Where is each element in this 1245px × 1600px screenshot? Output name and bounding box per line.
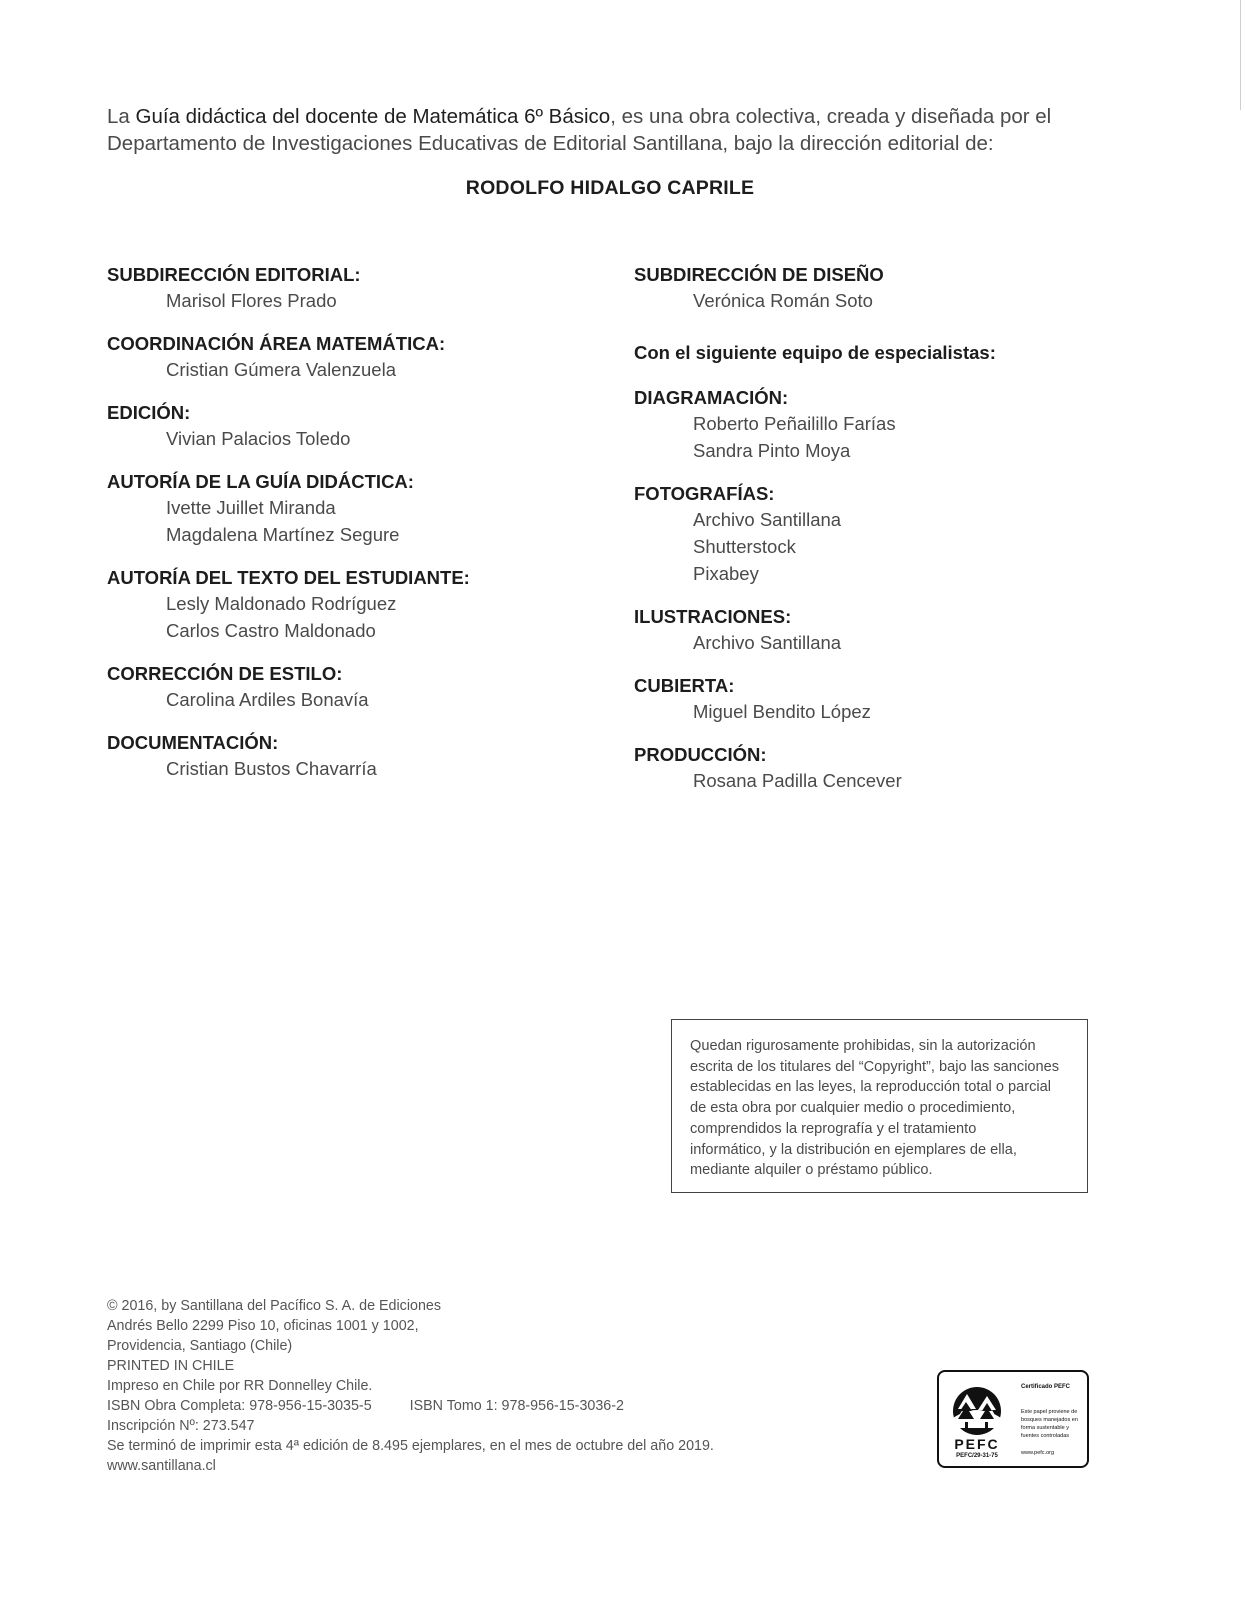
credit-name: Vivian Palacios Toledo — [166, 428, 351, 449]
intro-suffix: , es una obra colectiva, creada y diseñada por el Departamento de Investigaciones Educativas de Editorial Santillana, bajo la dirección editorial de: — [107, 105, 1052, 155]
printed-in: PRINTED IN CHILE — [107, 1358, 235, 1374]
credit-name: Magdalena Martínez Segure — [166, 524, 400, 545]
credit-heading: SUBDIRECCIÓN DE DISEÑO — [634, 264, 884, 285]
inscription-line: Inscripción Nº: 273.547 — [107, 1418, 255, 1434]
credit-name: Ivette Juillet Miranda — [166, 497, 336, 518]
copyright-line: informático, y la distribución en ejemplares de ella, — [690, 1141, 1017, 1158]
pefc-wordmark: PEFC — [954, 1436, 1000, 1452]
copyright-notice-box — [671, 1019, 1088, 1193]
copyright-line: de esta obra por cualquier medio o procedimiento, — [690, 1100, 1016, 1117]
credit-heading: CUBIERTA: — [634, 675, 735, 696]
credit-heading: DOCUMENTACIÓN: — [107, 732, 279, 753]
isbn-line — [107, 1396, 867, 1416]
address-line: Providencia, Santiago (Chile) — [107, 1338, 293, 1354]
credit-name: Sandra Pinto Moya — [693, 440, 851, 461]
pefc-tree-logo-icon — [947, 1382, 1007, 1438]
credit-section — [634, 604, 1134, 656]
credit-section — [107, 262, 607, 314]
credit-name: Rosana Padilla Cencever — [693, 770, 902, 791]
credit-heading: AUTORÍA DEL TEXTO DEL ESTUDIANTE: — [107, 567, 470, 588]
credit-section — [634, 742, 1134, 794]
isbn-complete: ISBN Obra Completa: 978-956-15-3035-5 — [107, 1398, 372, 1414]
credit-heading: SUBDIRECCIÓN EDITORIAL: — [107, 264, 361, 285]
credit-name: Carolina Ardiles Bonavía — [166, 689, 369, 710]
credit-heading: ILUSTRACIONES: — [634, 606, 792, 627]
intro-book-title: Guía didáctica del docente de Matemática 6º Básico — [135, 105, 611, 128]
credit-name: Miguel Bendito López — [693, 701, 871, 722]
credit-section — [634, 262, 1134, 314]
credit-name: Lesly Maldonado Rodríguez — [166, 593, 397, 614]
copyright-line: mediante alquiler o préstamo público. — [690, 1162, 933, 1179]
credit-section — [634, 673, 1134, 725]
credit-name: Cristian Bustos Chavarría — [166, 758, 377, 779]
credit-heading: COORDINACIÓN ÁREA MATEMÁTICA: — [107, 333, 446, 354]
credit-name: Verónica Román Soto — [693, 290, 873, 311]
credit-name: Roberto Peñailillo Farías — [693, 413, 896, 434]
pefc-description: Este papel proviene de bosques manejados en forma sustentable y fuentes controladas — [1021, 1409, 1078, 1439]
pefc-website: www.pefc.org — [1021, 1450, 1055, 1456]
credit-name: Carlos Castro Maldonado — [166, 620, 376, 641]
credit-name: Pixabey — [693, 563, 759, 584]
pefc-certified-label: Certificado PEFC — [1021, 1384, 1071, 1390]
copyright-line: Quedan rigurosamente prohibidas, sin la autorización — [690, 1038, 1036, 1054]
intro-prefix: La — [107, 105, 136, 128]
editorial-director: RODOLFO HIDALGO CAPRILE — [465, 177, 755, 199]
credit-section — [107, 661, 607, 713]
credit-name: Archivo Santillana — [693, 509, 842, 530]
page-edge-line — [1240, 0, 1241, 110]
edition-line: Se terminó de imprimir esta 4ª edición de 8.495 ejemplares, en el mes de octubre del año 2019. — [107, 1438, 714, 1454]
imprint-block — [107, 1296, 867, 1476]
credit-heading: FOTOGRAFÍAS: — [634, 483, 775, 504]
credit-heading: AUTORÍA DE LA GUÍA DIDÁCTICA: — [107, 471, 414, 492]
credits-left-column — [107, 262, 607, 799]
credit-section — [107, 565, 607, 644]
copyright-holder: © 2016, by Santillana del Pacífico S. A. de Ediciones — [107, 1298, 442, 1314]
credit-heading: DIAGRAMACIÓN: — [634, 387, 789, 408]
credit-name: Cristian Gúmera Valenzuela — [166, 359, 396, 380]
website-line: www.santillana.cl — [107, 1458, 216, 1474]
copyright-line: escrita de los titulares del “Copyright”, bajo las sanciones — [690, 1058, 1060, 1075]
copyright-line: comprendidos la reprografía y el tratamiento — [690, 1120, 977, 1137]
credit-section — [107, 469, 607, 548]
copyright-line: establecidas en las leyes, la reproducción total o parcial — [690, 1079, 1051, 1096]
credit-name: Archivo Santillana — [693, 632, 842, 653]
pefc-certification-badge — [937, 1370, 1089, 1468]
pefc-code: PEFC/29-31-75 — [956, 1453, 998, 1459]
credit-name: Shutterstock — [693, 536, 796, 557]
printer-line: Impreso en Chile por RR Donnelley Chile. — [107, 1378, 373, 1394]
credit-heading: CORRECCIÓN DE ESTILO: — [107, 663, 343, 684]
credit-section — [107, 331, 607, 383]
credits-right-column — [634, 262, 1134, 811]
intro-paragraph — [107, 103, 1107, 157]
credit-heading: EDICIÓN: — [107, 402, 191, 423]
credit-name: Marisol Flores Prado — [166, 290, 337, 311]
credit-section — [634, 481, 1134, 587]
team-heading: Con el siguiente equipo de especialistas: — [634, 342, 996, 363]
credit-heading: PRODUCCIÓN: — [634, 744, 767, 765]
credit-section — [107, 400, 607, 452]
isbn-tomo: ISBN Tomo 1: 978-956-15-3036-2 — [409, 1398, 624, 1414]
credit-section — [107, 730, 607, 782]
credit-section — [634, 385, 1134, 464]
address-line: Andrés Bello 2299 Piso 10, oficinas 1001 y 1002, — [107, 1318, 419, 1334]
